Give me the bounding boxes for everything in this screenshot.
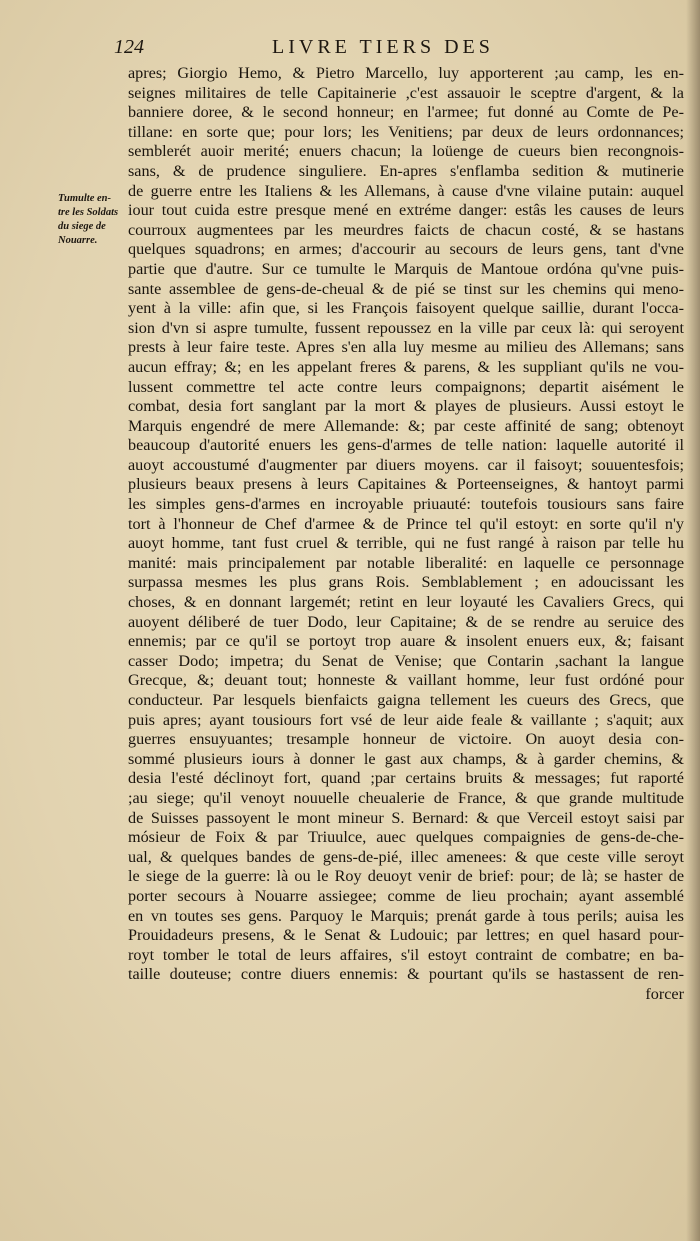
text-line: les simples gens-d'armes en incroyable priuauté: toutefois tousiours sans faire <box>128 495 684 514</box>
text-line: aucun effray; &; en les appelant freres & parens, & les suppliant qu'ils ne vou- <box>128 357 684 376</box>
text-line: Prouidadeurs presens, & le Senat & Ludouic; par lettres; en quel hasard pour- <box>128 926 684 945</box>
marginal-note-line: du siege de <box>58 221 106 232</box>
text-line: semblerét auoir merité; enuers chacun; la loüenge de cueurs bien recongnois- <box>128 142 684 161</box>
text-line: royt tomber le total de leurs affaires, s'il estoyt contraint de combatre; en ba- <box>128 945 684 964</box>
catchword: forcer <box>645 984 684 1003</box>
main-text-block <box>128 64 684 1005</box>
text-line: yent à la ville: afin que, si les François faisoyent quelque saillie, durant l'occa- <box>128 299 684 318</box>
text-line: en vn toutes ses gens. Parquoy le Marquis; prenát garde à tous perils; auisa les <box>128 906 684 925</box>
text-line: courroux augmentees par les meurdres faicts de chacun costé, & se hastans <box>128 220 684 239</box>
text-line: auoyent déliberé de tuer Dodo, leur Capitaine; & de se rendre au seruice des <box>128 612 684 631</box>
text-line: taille douteuse; contre diuers ennemis: & pourtant qu'ils se hastassent de ren- <box>128 965 684 984</box>
text-line: sommé plusieurs iours à donner le gast aux champs, & à garder chemins, & <box>128 749 684 768</box>
running-title: LIVRE TIERS DES <box>272 36 494 58</box>
text-line: choses, & en donnant largemét; retint en leur loyauté les Cavaliers Grecs, qui <box>128 593 684 612</box>
text-line: ual, & quelques bandes de gens-de-pié, illec amenees: & que ceste ville seroyt <box>128 847 684 866</box>
text-line: mósieur de Foix & par Triuulce, auec quelques compaignies de gens-de-che- <box>128 828 684 847</box>
text-line: auoyt accoustumé d'augmenter par diuers moyens. car il faisoyt; souuentesfois; <box>128 455 684 474</box>
text-line: seignes militaires de telle Capitainerie ,c'est assauoir le sceptre d'argent, & la <box>128 83 684 102</box>
text-line: iour tout cuida estre presque mené en extréme danger: estâs les causes de leurs <box>128 201 684 220</box>
text-line: partie que d'autre. Sur ce tumulte le Marquis de Mantoue ordóna qu'vne puis- <box>128 259 684 278</box>
text-line: prests à leur faire teste. Apres s'en alla luy mesme au milieu des Allemans; sans <box>128 338 684 357</box>
text-line: casser Dodo; impetra; du Senat de Venise; que Contarin ,sachant la langue <box>128 651 684 670</box>
text-line: tillane: en sorte que; pour lors; les Venitiens; par deux de leurs ordonnances; <box>128 122 684 141</box>
marginal-note-line: Nouarre. <box>58 235 98 246</box>
text-line: beaucoup d'autorité enuers les gens-d'armes de telle nation: laquelle autorité il <box>128 436 684 455</box>
text-line: combat, desia fort sanglant par la mort & playes de plusieurs. Aussi estoyt le <box>128 397 684 416</box>
text-line: apres; Giorgio Hemo, & Pietro Marcello, luy apporterent ;au camp, les en- <box>128 64 684 82</box>
text-line: conducteur. Par lesquels bienfaicts gaigna tellement les cueurs des Grecs, que <box>128 691 684 709</box>
page-header <box>114 36 684 66</box>
text-line: le siege de la guerre: là ou le Roy deuoyt venir de brief: pour; de là; se haster de <box>128 867 684 886</box>
marginal-note-line: Tumulte en- <box>58 193 111 204</box>
text-line: de Suisses passoyent le mont mineur S. Bernard: & que Verceil estoyt saisi par <box>128 808 684 827</box>
text-line: sion d'vn si aspre tumulte, fussent repoussez en la ville par ceux là: qui seroyent <box>128 318 684 337</box>
text-line: porter secours à Nouarre assiegee; comme de lieu prochain; ayant assemblé <box>128 886 684 905</box>
marginal-note <box>58 192 128 248</box>
text-line: auoyt homme, tant fust cruel & terrible, qui ne fust rangé à raison par telle hu <box>128 534 684 553</box>
text-line: guerres ensuyuantes; tresample honneur de victoire. On auoyt desia con- <box>128 730 684 749</box>
text-line: ennemis; par ce qu'il se portoyt trop auare & insolent enuers eux, &; faisant <box>128 632 684 651</box>
text-line: sante assemblee de gens-de-cheual & de pié se tinst sur les chemins qui meno- <box>128 279 684 298</box>
text-line: desia l'esté déclinoyt fort, quand ;par certains bruits & messages; fut raporté <box>128 769 684 788</box>
page-gutter-shadow <box>686 0 700 1241</box>
marginal-note-line: tre les Soldats <box>58 207 119 218</box>
text-line: sans, & de prudence singuliere. En-apres s'enflamba sedition & mutinerie <box>128 161 684 180</box>
text-line: surpassa mesmes les plus grans Rois. Semblablement ; en adoucissant les <box>128 573 684 592</box>
text-line: lussent commettre tel acte contre leurs compaignons; departit aisément le <box>128 377 684 396</box>
text-line: quelques squadrons; en armes; d'accourir au secours de leurs gens, tant d'vne <box>128 240 684 259</box>
text-line: puis apres; ayant tousiours fort vsé de leur aide feale & vaillante ; s'aquit; aux <box>128 710 684 729</box>
text-line: Marquis engendré de mere Allemande: &; par ceste affinité de sang; obtenoyt <box>128 416 684 435</box>
text-line: ;au siege; qu'il venoyt nouuelle cheualerie de France, & que grande multitude <box>128 788 684 807</box>
text-line: manité: mais principalement par notable liberalité: en laquelle ce personnage <box>128 553 684 572</box>
text-line: de guerre entre les Italiens & les Allemans, à cause d'vne vilaine putain: auquel <box>128 181 684 200</box>
text-line: Grecque, &; deuant tout; honneste & vaillant homme, leur fust ordóné pour <box>128 671 684 690</box>
text-line: plusieurs beaux presens à leurs Capitaines & Porteenseignes, & hantoyt parmi <box>128 475 684 494</box>
text-line: tort à l'honneur de Chef d'armee & de Prince tel qu'il estoyt: en sorte qu'il n'y <box>128 514 684 533</box>
page-number: 124 <box>114 36 144 58</box>
text-line: banniere doree, & le second honneur; en l'armee; fut donné au Comte de Pe- <box>128 103 684 122</box>
